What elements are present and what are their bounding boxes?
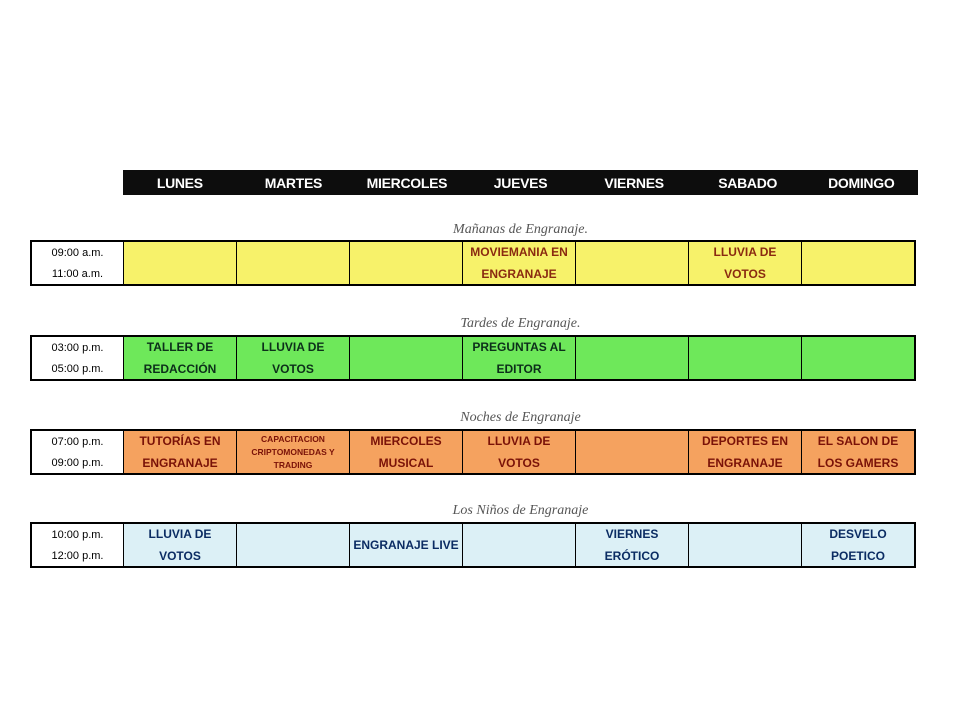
section-title-nights: Noches de Engranaje — [460, 410, 581, 425]
cell-friday — [575, 431, 688, 473]
time-range — [32, 524, 123, 566]
day-thursday: JUEVES — [493, 174, 548, 191]
day-friday: VIERNES — [604, 174, 664, 191]
day-saturday: SABADO — [718, 174, 778, 191]
time-start: 07:00 p.m. — [51, 435, 104, 448]
cell-thursday: MOVIEMANIA EN ENGRANAJE — [462, 242, 575, 284]
cell-monday: TUTORÍAS EN ENGRANAJE — [123, 431, 236, 473]
cell-thursday: LLUVIA DE VOTOS — [462, 431, 575, 473]
cell-saturday — [688, 337, 801, 379]
cell-sunday — [801, 337, 914, 379]
time-range — [32, 242, 123, 284]
cell-thursday: PREGUNTAS AL EDITOR — [462, 337, 575, 379]
schedule-row-nights — [30, 429, 916, 475]
cell-saturday — [688, 524, 801, 566]
section-title-afternoons: Tardes de Engranaje. — [460, 316, 581, 331]
cell-tuesday: CAPACITACION CRIPTOMONEDAS Y TRADING — [236, 431, 349, 473]
days-header — [123, 170, 918, 195]
cell-saturday: DEPORTES EN ENGRANAJE — [688, 431, 801, 473]
cell-friday — [575, 337, 688, 379]
day-sunday: DOMINGO — [828, 174, 895, 191]
cell-wednesday: MIERCOLES MUSICAL — [349, 431, 462, 473]
cell-thursday — [462, 524, 575, 566]
time-range — [32, 431, 123, 473]
cell-wednesday — [349, 337, 462, 379]
cell-sunday: EL SALON DE LOS GAMERS — [801, 431, 914, 473]
cell-wednesday — [349, 242, 462, 284]
cell-monday: TALLER DE REDACCIÓN — [123, 337, 236, 379]
time-end: 05:00 p.m. — [51, 362, 104, 375]
cell-tuesday: LLUVIA DE VOTOS — [236, 337, 349, 379]
time-end: 12:00 p.m. — [51, 549, 104, 562]
cell-friday — [575, 242, 688, 284]
schedule-row-late-night — [30, 522, 916, 568]
cell-tuesday — [236, 242, 349, 284]
cell-monday: LLUVIA DE VOTOS — [123, 524, 236, 566]
cell-monday — [123, 242, 236, 284]
time-end: 11:00 a.m. — [51, 267, 104, 280]
time-end: 09:00 p.m. — [51, 456, 104, 469]
cell-sunday — [801, 242, 914, 284]
time-start: 03:00 p.m. — [51, 341, 104, 354]
section-title-mornings: Mañanas de Engranaje. — [453, 222, 588, 237]
cell-wednesday: ENGRANAJE LIVE — [349, 524, 462, 566]
time-start: 10:00 p.m. — [51, 528, 104, 541]
day-wednesday: MIERCOLES — [366, 174, 448, 191]
schedule-row-mornings — [30, 240, 916, 286]
cell-friday: VIERNES ERÓTICO — [575, 524, 688, 566]
section-title-late-night: Los Niños de Engranaje — [452, 503, 589, 518]
cell-tuesday — [236, 524, 349, 566]
schedule-row-afternoons — [30, 335, 916, 381]
cell-saturday: LLUVIA DE VOTOS — [688, 242, 801, 284]
time-start: 09:00 a.m. — [51, 246, 104, 259]
cell-sunday: DESVELO POETICO — [801, 524, 914, 566]
day-monday: LUNES — [156, 174, 203, 191]
day-tuesday: MARTES — [264, 174, 323, 191]
time-range — [32, 337, 123, 379]
